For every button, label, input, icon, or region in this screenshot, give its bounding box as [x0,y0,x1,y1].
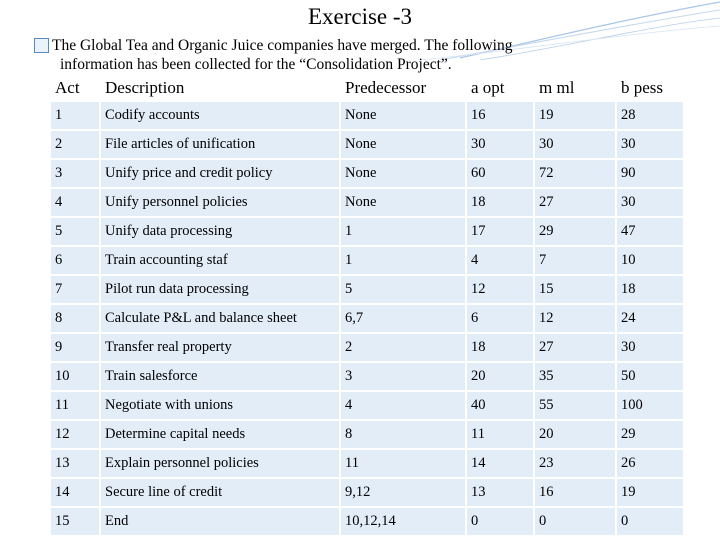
cell-description: Train accounting staf [101,247,339,274]
cell-a-opt: 6 [467,305,533,332]
page-title: Exercise -3 [307,4,413,29]
cell-b-pess: 24 [617,305,683,332]
cell-b-pess: 19 [617,479,683,506]
cell-predecessor: None [341,131,465,158]
cell-predecessor: 2 [341,334,465,361]
cell-description: Explain personnel policies [101,450,339,477]
cell-a-opt: 60 [467,160,533,187]
table-body [51,102,683,535]
header-m-ml: m ml [535,76,615,100]
cell-b-pess: 30 [617,131,683,158]
cell-description: Transfer real property [101,334,339,361]
cell-description: Train salesforce [101,363,339,390]
cell-m-ml: 30 [535,131,615,158]
cell-m-ml: 15 [535,276,615,303]
cell-predecessor: 1 [341,218,465,245]
cell-act: 4 [51,189,99,216]
intro-line-2: information has been collected for the “Consolidation Project”. [60,56,452,73]
cell-a-opt: 0 [467,508,533,535]
cell-b-pess: 26 [617,450,683,477]
table-row [51,218,683,245]
table-row [51,334,683,361]
cell-m-ml: 0 [535,508,615,535]
cell-act: 8 [51,305,99,332]
cell-act: 10 [51,363,99,390]
cell-m-ml: 12 [535,305,615,332]
cell-m-ml: 19 [535,102,615,129]
cell-act: 15 [51,508,99,535]
cell-act: 9 [51,334,99,361]
cell-b-pess: 50 [617,363,683,390]
cell-act: 1 [51,102,99,129]
cell-m-ml: 72 [535,160,615,187]
cell-m-ml: 7 [535,247,615,274]
intro-line-1: The Global Tea and Organic Juice companies have merged. The following [52,37,513,54]
header-b-pess: b pess [617,76,683,100]
header-description: Description [101,76,339,100]
cell-a-opt: 18 [467,334,533,361]
cell-description: Unify personnel policies [101,189,339,216]
cell-b-pess: 18 [617,276,683,303]
table-row [51,450,683,477]
cell-predecessor: 10,12,14 [341,508,465,535]
cell-predecessor: 1 [341,247,465,274]
cell-predecessor: None [341,160,465,187]
table-row [51,276,683,303]
cell-m-ml: 20 [535,421,615,448]
header-predecessor: Predecessor [341,76,465,100]
cell-predecessor: 8 [341,421,465,448]
cell-a-opt: 11 [467,421,533,448]
cell-predecessor: 5 [341,276,465,303]
cell-description: Negotiate with unions [101,392,339,419]
cell-b-pess: 30 [617,189,683,216]
cell-a-opt: 12 [467,276,533,303]
cell-act: 14 [51,479,99,506]
cell-m-ml: 27 [535,189,615,216]
cell-b-pess: 90 [617,160,683,187]
intro-paragraph [38,36,678,74]
table-row [51,305,683,332]
cell-act: 13 [51,450,99,477]
cell-predecessor: 4 [341,392,465,419]
cell-b-pess: 10 [617,247,683,274]
cell-a-opt: 30 [467,131,533,158]
cell-description: Codify accounts [101,102,339,129]
cell-a-opt: 13 [467,479,533,506]
cell-a-opt: 17 [467,218,533,245]
table-row [51,363,683,390]
cell-description: Unify data processing [101,218,339,245]
cell-act: 6 [51,247,99,274]
cell-a-opt: 20 [467,363,533,390]
cell-act: 3 [51,160,99,187]
table-row [51,160,683,187]
cell-m-ml: 35 [535,363,615,390]
cell-description: Calculate P&L and balance sheet [101,305,339,332]
cell-description: File articles of unification [101,131,339,158]
activity-table [49,74,685,537]
cell-description: Pilot run data processing [101,276,339,303]
header-act: Act [51,76,99,100]
cell-a-opt: 40 [467,392,533,419]
cell-a-opt: 4 [467,247,533,274]
cell-act: 5 [51,218,99,245]
table-row [51,421,683,448]
table-row [51,247,683,274]
table-row [51,479,683,506]
cell-predecessor: 9,12 [341,479,465,506]
cell-description: Secure line of credit [101,479,339,506]
cell-description: Unify price and credit policy [101,160,339,187]
table-row [51,189,683,216]
table-row [51,131,683,158]
cell-act: 2 [51,131,99,158]
cell-description: End [101,508,339,535]
cell-act: 12 [51,421,99,448]
table-row [51,392,683,419]
header-a-opt: a opt [467,76,533,100]
table-header-row [51,76,683,100]
cell-b-pess: 28 [617,102,683,129]
cell-predecessor: None [341,189,465,216]
cell-predecessor: None [341,102,465,129]
cell-m-ml: 16 [535,479,615,506]
cell-a-opt: 16 [467,102,533,129]
cell-act: 7 [51,276,99,303]
cell-b-pess: 30 [617,334,683,361]
table-row [51,508,683,535]
cell-b-pess: 100 [617,392,683,419]
cell-b-pess: 29 [617,421,683,448]
cell-predecessor: 11 [341,450,465,477]
cell-m-ml: 29 [535,218,615,245]
cell-a-opt: 14 [467,450,533,477]
table-row [51,102,683,129]
cell-b-pess: 47 [617,218,683,245]
cell-m-ml: 23 [535,450,615,477]
cell-predecessor: 3 [341,363,465,390]
cell-act: 11 [51,392,99,419]
square-bullet-icon [34,38,49,53]
cell-description: Determine capital needs [101,421,339,448]
cell-b-pess: 0 [617,508,683,535]
cell-m-ml: 55 [535,392,615,419]
cell-predecessor: 6,7 [341,305,465,332]
cell-a-opt: 18 [467,189,533,216]
cell-m-ml: 27 [535,334,615,361]
